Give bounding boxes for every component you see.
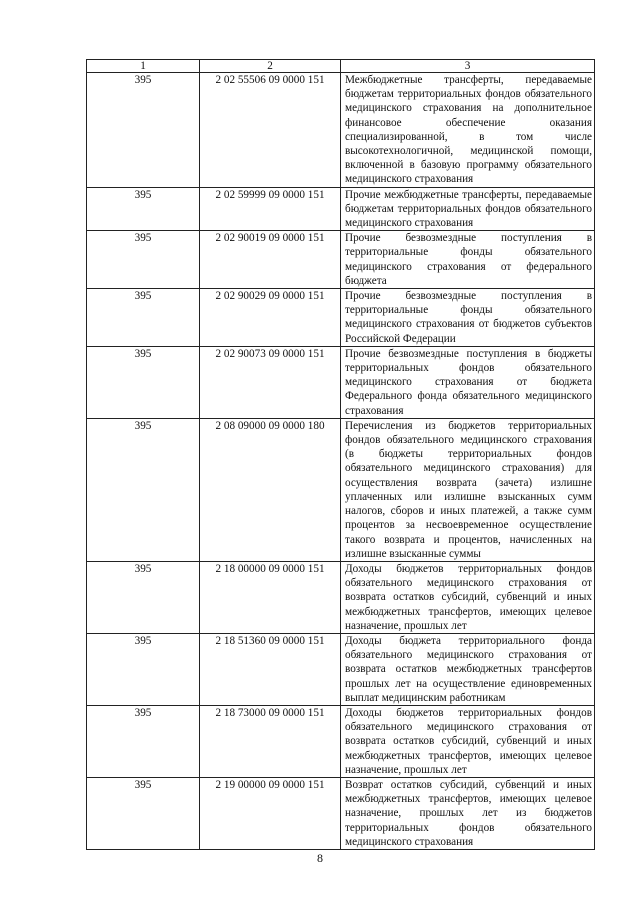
row-description: Доходы бюджета территориального фонда обязательного медицинского страхования от возврата остатков межбюджетных трансфертов прошлых лет на осуществление единовременных выплат медицинским работникам [341,633,595,705]
table-body [87,60,595,850]
table-row [87,705,595,777]
table-row [87,561,595,633]
row-budget-code: 2 18 51360 09 0000 151 [200,633,341,705]
row-budget-code: 2 18 73000 09 0000 151 [200,705,341,777]
row-admin-code: 395 [87,633,200,705]
header-col-2: 2 [200,60,341,73]
table-row [87,418,595,561]
row-admin-code: 395 [87,73,200,188]
table-row [87,289,595,347]
row-description: Перечисления из бюджетов территориальных фондов обязательного медицинского страхования (в бюджеты территориальных фондов обязательного медицинского страхования) для осуществления возврата (зачета) излишне уплаченных или излишне взысканных сумм налогов, сборов и иных платежей, а также сумм процентов за несвоевременное осуществление такого возврата и процентов, начисленных на излишне взысканные суммы [341,418,595,561]
table-row [87,231,595,289]
page-number: 8 [317,851,323,865]
budget-codes-table [86,59,595,850]
row-description: Прочие безвозмездные поступления в бюджеты территориальных фондов обязательного медицинского страхования от бюджета Федерального фонда обязательного медицинского страхования [341,346,595,418]
table-row [87,346,595,418]
row-description: Прочие безвозмездные поступления в территориальные фонды обязательного медицинского страхования от бюджетов субъектов Российской Федерации [341,289,595,347]
table-header-row [87,60,595,73]
row-description: Прочие безвозмездные поступления в территориальные фонды обязательного медицинского страхования от федерального бюджета [341,231,595,289]
row-description: Доходы бюджетов территориальных фондов обязательного медицинского страхования от возврата остатков субсидий, субвенций и иных межбюджетных трансфертов, имеющих целевое назначение, прошлых лет [341,705,595,777]
header-col-3: 3 [341,60,595,73]
table-row [87,777,595,849]
row-budget-code: 2 02 90073 09 0000 151 [200,346,341,418]
row-budget-code: 2 08 09000 09 0000 180 [200,418,341,561]
row-admin-code: 395 [87,289,200,347]
row-budget-code: 2 18 00000 09 0000 151 [200,561,341,633]
row-description: Возврат остатков субсидий, субвенций и иных межбюджетных трансфертов, имеющих целевое назначение, прошлых лет из бюджетов территориальных фондов обязательного медицинского страхования [341,777,595,849]
row-admin-code: 395 [87,561,200,633]
row-budget-code: 2 02 90019 09 0000 151 [200,231,341,289]
row-budget-code: 2 02 59999 09 0000 151 [200,187,341,231]
header-col-1: 1 [87,60,200,73]
row-admin-code: 395 [87,346,200,418]
row-description: Прочие межбюджетные трансферты, передаваемые бюджетам территориальных фондов обязательного медицинского страхования [341,187,595,231]
row-admin-code: 395 [87,231,200,289]
row-admin-code: 395 [87,777,200,849]
row-budget-code: 2 02 55506 09 0000 151 [200,73,341,188]
row-description: Доходы бюджетов территориальных фондов обязательного медицинского страхования от возврата остатков субсидий, субвенций и иных межбюджетных трансфертов, имеющих целевое назначение, прошлых лет [341,561,595,633]
table-row [87,633,595,705]
row-description: Межбюджетные трансферты, передаваемые бюджетам территориальных фондов обязательного медицинского страхования на дополнительное финансовое обеспечение оказания специализированной, в том числе высокотехнологичной, медицинской помощи, включенной в базовую программу обязательного медицинского страхования [341,73,595,188]
row-budget-code: 2 02 90029 09 0000 151 [200,289,341,347]
row-admin-code: 395 [87,418,200,561]
row-budget-code: 2 19 00000 09 0000 151 [200,777,341,849]
row-admin-code: 395 [87,187,200,231]
row-admin-code: 395 [87,705,200,777]
table-row [87,73,595,188]
table-row [87,187,595,231]
